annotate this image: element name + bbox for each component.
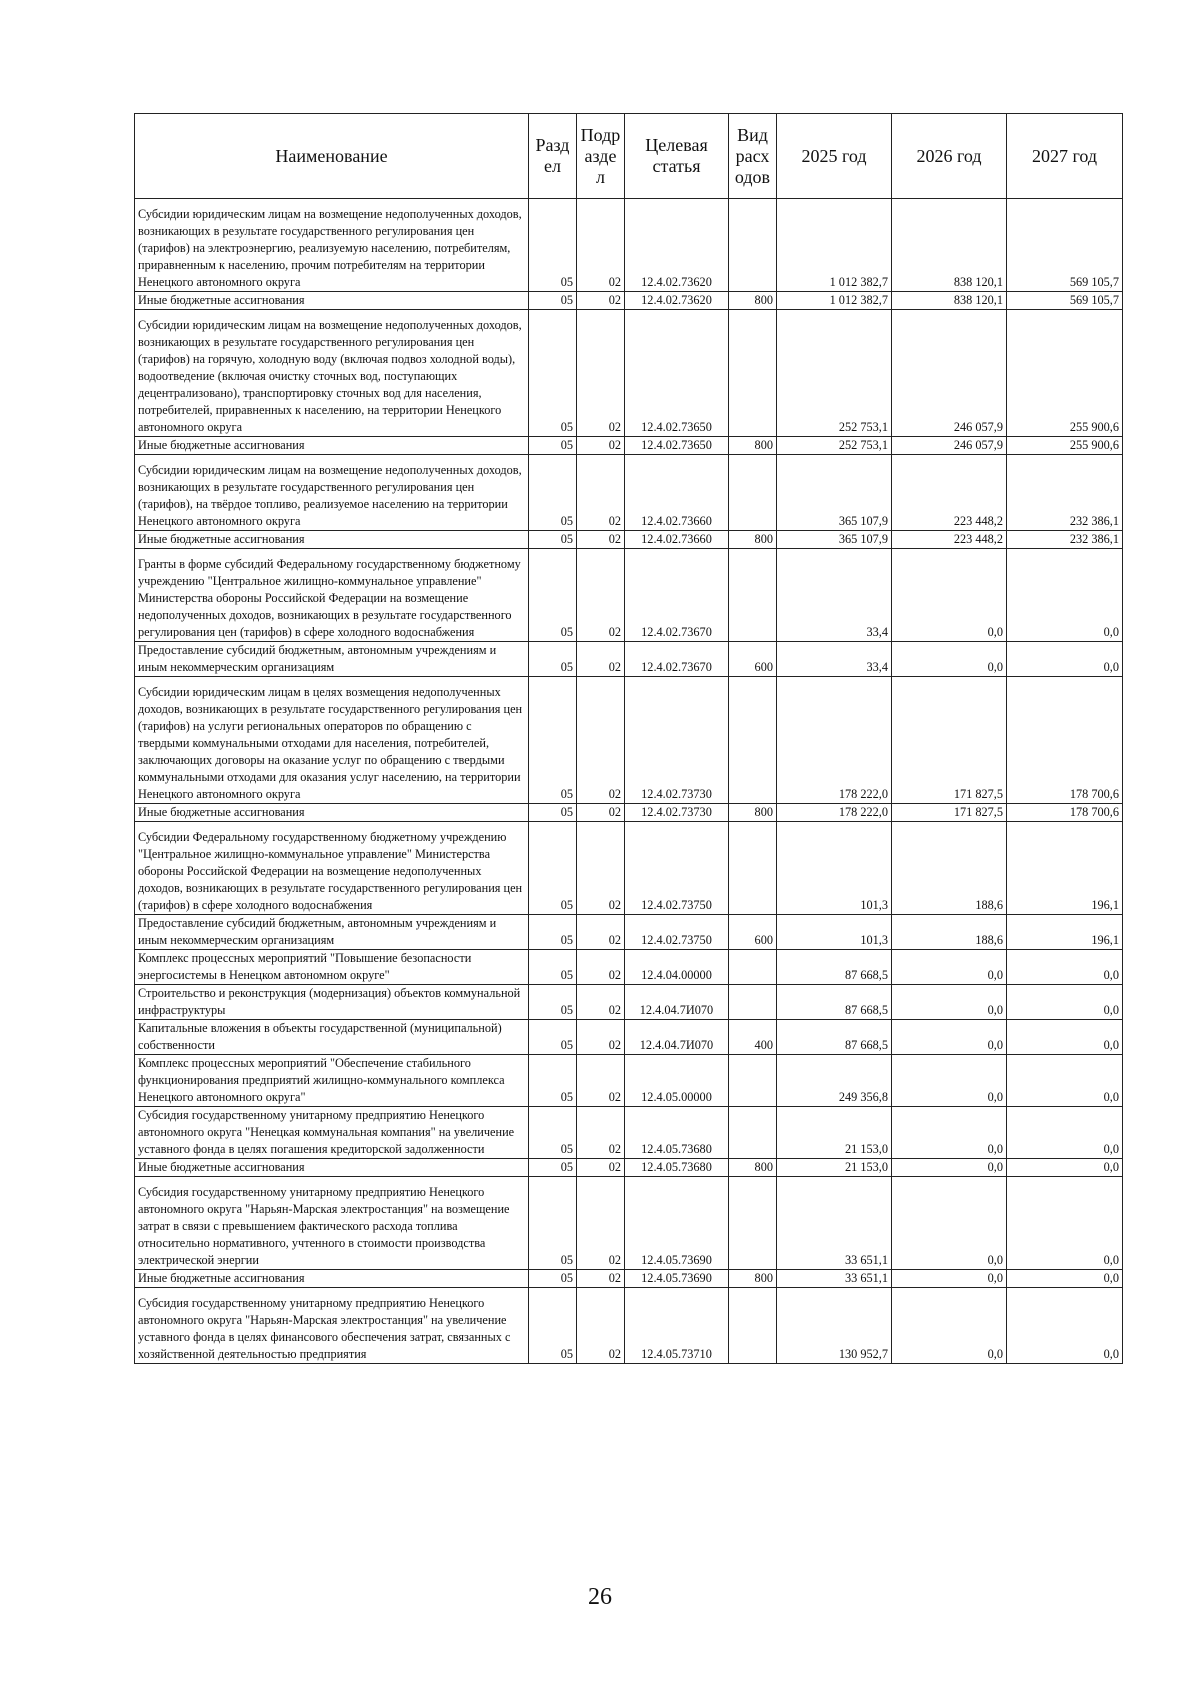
cell-target: 12.4.05.73690 — [625, 1177, 729, 1270]
cell-section: 05 — [529, 1177, 577, 1270]
table-row — [135, 677, 1123, 804]
cell-target: 12.4.02.73670 — [625, 642, 729, 677]
cell-2025: 1 012 382,7 — [777, 292, 892, 310]
cell-subsection: 02 — [577, 950, 625, 985]
cell-section: 05 — [529, 804, 577, 822]
table-body — [135, 199, 1123, 1364]
table-row — [135, 642, 1123, 677]
cell-2025: 87 668,5 — [777, 1020, 892, 1055]
cell-2025: 33 651,1 — [777, 1177, 892, 1270]
cell-2026: 0,0 — [892, 1020, 1007, 1055]
cell-name: Субсидии юридическим лицам на возмещение недополученных доходов, возникающих в результате государственного регулирования цен (тарифов), на твёрдое топливо, реализуемое населению на территории Ненецкого автономного округа — [135, 455, 529, 531]
cell-2027: 196,1 — [1007, 822, 1123, 915]
cell-name: Субсидии юридическим лицам в целях возмещения недополученных доходов, возникающих в результате государственного регулирования цен (тарифов) на услуги региональных операторов по обращению с твердыми коммунальными отходами для населения, потребителей, заключающих договоры на оказание услуг по обращению с твердыми коммунальными отходами для оказания услуг населению, на территории Ненецкого автономного округа — [135, 677, 529, 804]
cell-name: Субсидии Федеральному государственному бюджетному учреждению "Центральное жилищно-коммунальное управление" Министерства обороны Российской Федерации на возмещение недополученных доходов, возникающих в результате государственного регулирования цен (тарифов) в сфере холодного водоснабжения — [135, 822, 529, 915]
cell-2026: 0,0 — [892, 950, 1007, 985]
cell-section: 05 — [529, 1107, 577, 1159]
cell-2026: 246 057,9 — [892, 310, 1007, 437]
cell-section: 05 — [529, 549, 577, 642]
cell-2027: 0,0 — [1007, 1107, 1123, 1159]
cell-2026: 223 448,2 — [892, 455, 1007, 531]
cell-2027: 0,0 — [1007, 1177, 1123, 1270]
table-row — [135, 1107, 1123, 1159]
cell-2025: 33,4 — [777, 642, 892, 677]
cell-2026: 838 120,1 — [892, 292, 1007, 310]
cell-target: 12.4.02.73650 — [625, 437, 729, 455]
cell-subsection: 02 — [577, 804, 625, 822]
cell-2025: 87 668,5 — [777, 950, 892, 985]
cell-2026: 0,0 — [892, 1288, 1007, 1364]
table-header-row — [135, 114, 1123, 199]
cell-2025: 365 107,9 — [777, 531, 892, 549]
table-row — [135, 1159, 1123, 1177]
cell-section: 05 — [529, 822, 577, 915]
cell-target: 12.4.02.73660 — [625, 455, 729, 531]
cell-2026: 0,0 — [892, 1107, 1007, 1159]
cell-2027: 196,1 — [1007, 915, 1123, 950]
header-name: Наименование — [135, 114, 529, 199]
cell-section: 05 — [529, 677, 577, 804]
cell-expense-type — [729, 310, 777, 437]
cell-2025: 87 668,5 — [777, 985, 892, 1020]
cell-name: Иные бюджетные ассигнования — [135, 437, 529, 455]
cell-name: Предоставление субсидий бюджетным, автономным учреждениям и иным некоммерческим организациям — [135, 642, 529, 677]
cell-2027: 569 105,7 — [1007, 199, 1123, 292]
cell-name: Субсидии юридическим лицам на возмещение недополученных доходов, возникающих в результате государственного регулирования цен (тарифов) на электроэнергию, реализуемую населению, потребителям, приравненным к населению, прочим потребителям на территории Ненецкого автономного округа — [135, 199, 529, 292]
cell-target: 12.4.02.73670 — [625, 549, 729, 642]
header-subsection: Подр азде л — [577, 114, 625, 199]
cell-2027: 0,0 — [1007, 985, 1123, 1020]
cell-expense-type: 400 — [729, 1020, 777, 1055]
cell-2025: 249 356,8 — [777, 1055, 892, 1107]
cell-section: 05 — [529, 1288, 577, 1364]
cell-section: 05 — [529, 985, 577, 1020]
cell-expense-type: 800 — [729, 1159, 777, 1177]
table-row — [135, 1177, 1123, 1270]
cell-section: 05 — [529, 915, 577, 950]
cell-2026: 223 448,2 — [892, 531, 1007, 549]
cell-section: 05 — [529, 1159, 577, 1177]
cell-expense-type: 800 — [729, 531, 777, 549]
cell-target: 12.4.02.73620 — [625, 292, 729, 310]
cell-2026: 188,6 — [892, 915, 1007, 950]
cell-expense-type — [729, 1177, 777, 1270]
cell-name: Комплекс процессных мероприятий "Повышение безопасности энергосистемы в Ненецком автономном округе" — [135, 950, 529, 985]
cell-subsection: 02 — [577, 437, 625, 455]
cell-target: 12.4.05.73680 — [625, 1159, 729, 1177]
table-row — [135, 1055, 1123, 1107]
cell-target: 12.4.05.73680 — [625, 1107, 729, 1159]
cell-2027: 232 386,1 — [1007, 455, 1123, 531]
cell-name: Комплекс процессных мероприятий "Обеспечение стабильного функционирования предприятий жилищно-коммунального комплекса Ненецкого автономного округа" — [135, 1055, 529, 1107]
cell-subsection: 02 — [577, 1055, 625, 1107]
cell-expense-type: 800 — [729, 292, 777, 310]
cell-expense-type: 800 — [729, 804, 777, 822]
cell-subsection: 02 — [577, 1177, 625, 1270]
cell-2025: 1 012 382,7 — [777, 199, 892, 292]
cell-subsection: 02 — [577, 1107, 625, 1159]
cell-expense-type: 800 — [729, 1270, 777, 1288]
cell-2025: 252 753,1 — [777, 310, 892, 437]
cell-2025: 33 651,1 — [777, 1270, 892, 1288]
cell-section: 05 — [529, 1055, 577, 1107]
cell-name: Субсидия государственному унитарному предприятию Ненецкого автономного округа "Нарьян-Марская электростанция" на увеличение уставного фонда в целях финансового обеспечения затрат, связанных с хозяйственной деятельностью предприятия — [135, 1288, 529, 1364]
cell-target: 12.4.04.7И070 — [625, 985, 729, 1020]
cell-name: Иные бюджетные ассигнования — [135, 1159, 529, 1177]
cell-2025: 178 222,0 — [777, 804, 892, 822]
cell-name: Гранты в форме субсидий Федеральному государственному бюджетному учреждению "Центральное жилищно-коммунальное управление" Министерства обороны Российской Федерации на возмещение недополученных доходов, возникающих в результате государственного регулирования цен (тарифов) в сфере холодного водоснабжения — [135, 549, 529, 642]
cell-target: 12.4.02.73730 — [625, 677, 729, 804]
cell-name: Капитальные вложения в объекты государственной (муниципальной) собственности — [135, 1020, 529, 1055]
budget-table — [134, 113, 1123, 1364]
cell-target: 12.4.05.00000 — [625, 1055, 729, 1107]
cell-subsection: 02 — [577, 292, 625, 310]
cell-2026: 0,0 — [892, 1159, 1007, 1177]
cell-section: 05 — [529, 292, 577, 310]
cell-2027: 178 700,6 — [1007, 804, 1123, 822]
cell-section: 05 — [529, 310, 577, 437]
cell-section: 05 — [529, 1020, 577, 1055]
cell-section: 05 — [529, 455, 577, 531]
cell-expense-type — [729, 1288, 777, 1364]
cell-subsection: 02 — [577, 985, 625, 1020]
cell-expense-type — [729, 199, 777, 292]
table-row — [135, 915, 1123, 950]
cell-subsection: 02 — [577, 822, 625, 915]
cell-expense-type — [729, 1055, 777, 1107]
cell-target: 12.4.05.73690 — [625, 1270, 729, 1288]
cell-2027: 232 386,1 — [1007, 531, 1123, 549]
cell-subsection: 02 — [577, 455, 625, 531]
cell-subsection: 02 — [577, 531, 625, 549]
cell-2026: 0,0 — [892, 1270, 1007, 1288]
cell-target: 12.4.02.73750 — [625, 822, 729, 915]
cell-expense-type: 600 — [729, 915, 777, 950]
cell-2025: 101,3 — [777, 915, 892, 950]
cell-subsection: 02 — [577, 1270, 625, 1288]
cell-target: 12.4.02.73660 — [625, 531, 729, 549]
cell-2027: 0,0 — [1007, 642, 1123, 677]
cell-expense-type — [729, 677, 777, 804]
header-section: Разд ел — [529, 114, 577, 199]
cell-2025: 252 753,1 — [777, 437, 892, 455]
cell-2025: 33,4 — [777, 549, 892, 642]
cell-section: 05 — [529, 950, 577, 985]
table-row — [135, 804, 1123, 822]
cell-expense-type — [729, 1107, 777, 1159]
cell-target: 12.4.02.73650 — [625, 310, 729, 437]
header-2025: 2025 год — [777, 114, 892, 199]
table-row — [135, 950, 1123, 985]
cell-2027: 255 900,6 — [1007, 310, 1123, 437]
cell-2025: 178 222,0 — [777, 677, 892, 804]
table-row — [135, 549, 1123, 642]
cell-name: Субсидия государственному унитарному предприятию Ненецкого автономного округа "Нарьян-Марская электростанция" на возмещение затрат в связи с превышением фактического расхода топлива относительно нормативного, учтенного в стоимости производства электрической энергии — [135, 1177, 529, 1270]
cell-subsection: 02 — [577, 1288, 625, 1364]
cell-subsection: 02 — [577, 677, 625, 804]
cell-subsection: 02 — [577, 199, 625, 292]
cell-2027: 0,0 — [1007, 1020, 1123, 1055]
cell-expense-type — [729, 455, 777, 531]
cell-2025: 365 107,9 — [777, 455, 892, 531]
header-target: Целевая статья — [625, 114, 729, 199]
cell-2026: 171 827,5 — [892, 804, 1007, 822]
cell-section: 05 — [529, 531, 577, 549]
cell-target: 12.4.04.7И070 — [625, 1020, 729, 1055]
cell-2025: 130 952,7 — [777, 1288, 892, 1364]
cell-2027: 0,0 — [1007, 1288, 1123, 1364]
table-row — [135, 199, 1123, 292]
cell-name: Иные бюджетные ассигнования — [135, 292, 529, 310]
cell-2027: 0,0 — [1007, 1055, 1123, 1107]
cell-name: Строительство и реконструкция (модернизация) объектов коммунальной инфраструктуры — [135, 985, 529, 1020]
cell-2027: 0,0 — [1007, 549, 1123, 642]
cell-name: Иные бюджетные ассигнования — [135, 804, 529, 822]
cell-2026: 0,0 — [892, 549, 1007, 642]
header-2026: 2026 год — [892, 114, 1007, 199]
cell-2027: 178 700,6 — [1007, 677, 1123, 804]
cell-2025: 101,3 — [777, 822, 892, 915]
cell-section: 05 — [529, 1270, 577, 1288]
cell-name: Иные бюджетные ассигнования — [135, 531, 529, 549]
cell-section: 05 — [529, 437, 577, 455]
table-row — [135, 455, 1123, 531]
table-row — [135, 1288, 1123, 1364]
cell-name: Субсидия государственному унитарному предприятию Ненецкого автономного округа "Ненецкая коммунальная компания" на увеличение уставного фонда в целях погашения кредиторской задолженности — [135, 1107, 529, 1159]
header-expense-type: Вид расх одов — [729, 114, 777, 199]
cell-target: 12.4.04.00000 — [625, 950, 729, 985]
table-row — [135, 437, 1123, 455]
cell-target: 12.4.02.73620 — [625, 199, 729, 292]
table-row — [135, 1270, 1123, 1288]
cell-subsection: 02 — [577, 310, 625, 437]
cell-2026: 0,0 — [892, 1055, 1007, 1107]
cell-target: 12.4.02.73730 — [625, 804, 729, 822]
table-row — [135, 531, 1123, 549]
cell-section: 05 — [529, 642, 577, 677]
cell-section: 05 — [529, 199, 577, 292]
cell-subsection: 02 — [577, 642, 625, 677]
cell-2027: 0,0 — [1007, 1270, 1123, 1288]
cell-2026: 188,6 — [892, 822, 1007, 915]
table-row — [135, 292, 1123, 310]
cell-expense-type — [729, 822, 777, 915]
cell-name: Субсидии юридическим лицам на возмещение недополученных доходов, возникающих в результате государственного регулирования цен (тарифов) на горячую, холодную воду (включая подвоз холодной воды), водоотведение (включая очистку сточных вод, поступающих децентрализовано), транспортировку сточных вод для населения, потребителей, приравненных к населению, на территории Ненецкого автономного округа — [135, 310, 529, 437]
cell-2026: 838 120,1 — [892, 199, 1007, 292]
cell-2026: 171 827,5 — [892, 677, 1007, 804]
cell-expense-type: 600 — [729, 642, 777, 677]
cell-subsection: 02 — [577, 549, 625, 642]
page-number: 26 — [588, 1584, 612, 1610]
cell-expense-type: 800 — [729, 437, 777, 455]
cell-name: Иные бюджетные ассигнования — [135, 1270, 529, 1288]
cell-2027: 569 105,7 — [1007, 292, 1123, 310]
cell-subsection: 02 — [577, 915, 625, 950]
table-row — [135, 1020, 1123, 1055]
table-row — [135, 822, 1123, 915]
table-row — [135, 310, 1123, 437]
cell-subsection: 02 — [577, 1020, 625, 1055]
table-row — [135, 985, 1123, 1020]
cell-2027: 0,0 — [1007, 1159, 1123, 1177]
cell-2026: 246 057,9 — [892, 437, 1007, 455]
cell-2026: 0,0 — [892, 985, 1007, 1020]
cell-2025: 21 153,0 — [777, 1107, 892, 1159]
cell-target: 12.4.05.73710 — [625, 1288, 729, 1364]
cell-2025: 21 153,0 — [777, 1159, 892, 1177]
header-2027: 2027 год — [1007, 114, 1123, 199]
cell-2026: 0,0 — [892, 1177, 1007, 1270]
cell-2027: 255 900,6 — [1007, 437, 1123, 455]
cell-name: Предоставление субсидий бюджетным, автономным учреждениям и иным некоммерческим организациям — [135, 915, 529, 950]
cell-target: 12.4.02.73750 — [625, 915, 729, 950]
cell-2026: 0,0 — [892, 642, 1007, 677]
cell-subsection: 02 — [577, 1159, 625, 1177]
cell-expense-type — [729, 549, 777, 642]
cell-2027: 0,0 — [1007, 950, 1123, 985]
cell-expense-type — [729, 985, 777, 1020]
cell-expense-type — [729, 950, 777, 985]
